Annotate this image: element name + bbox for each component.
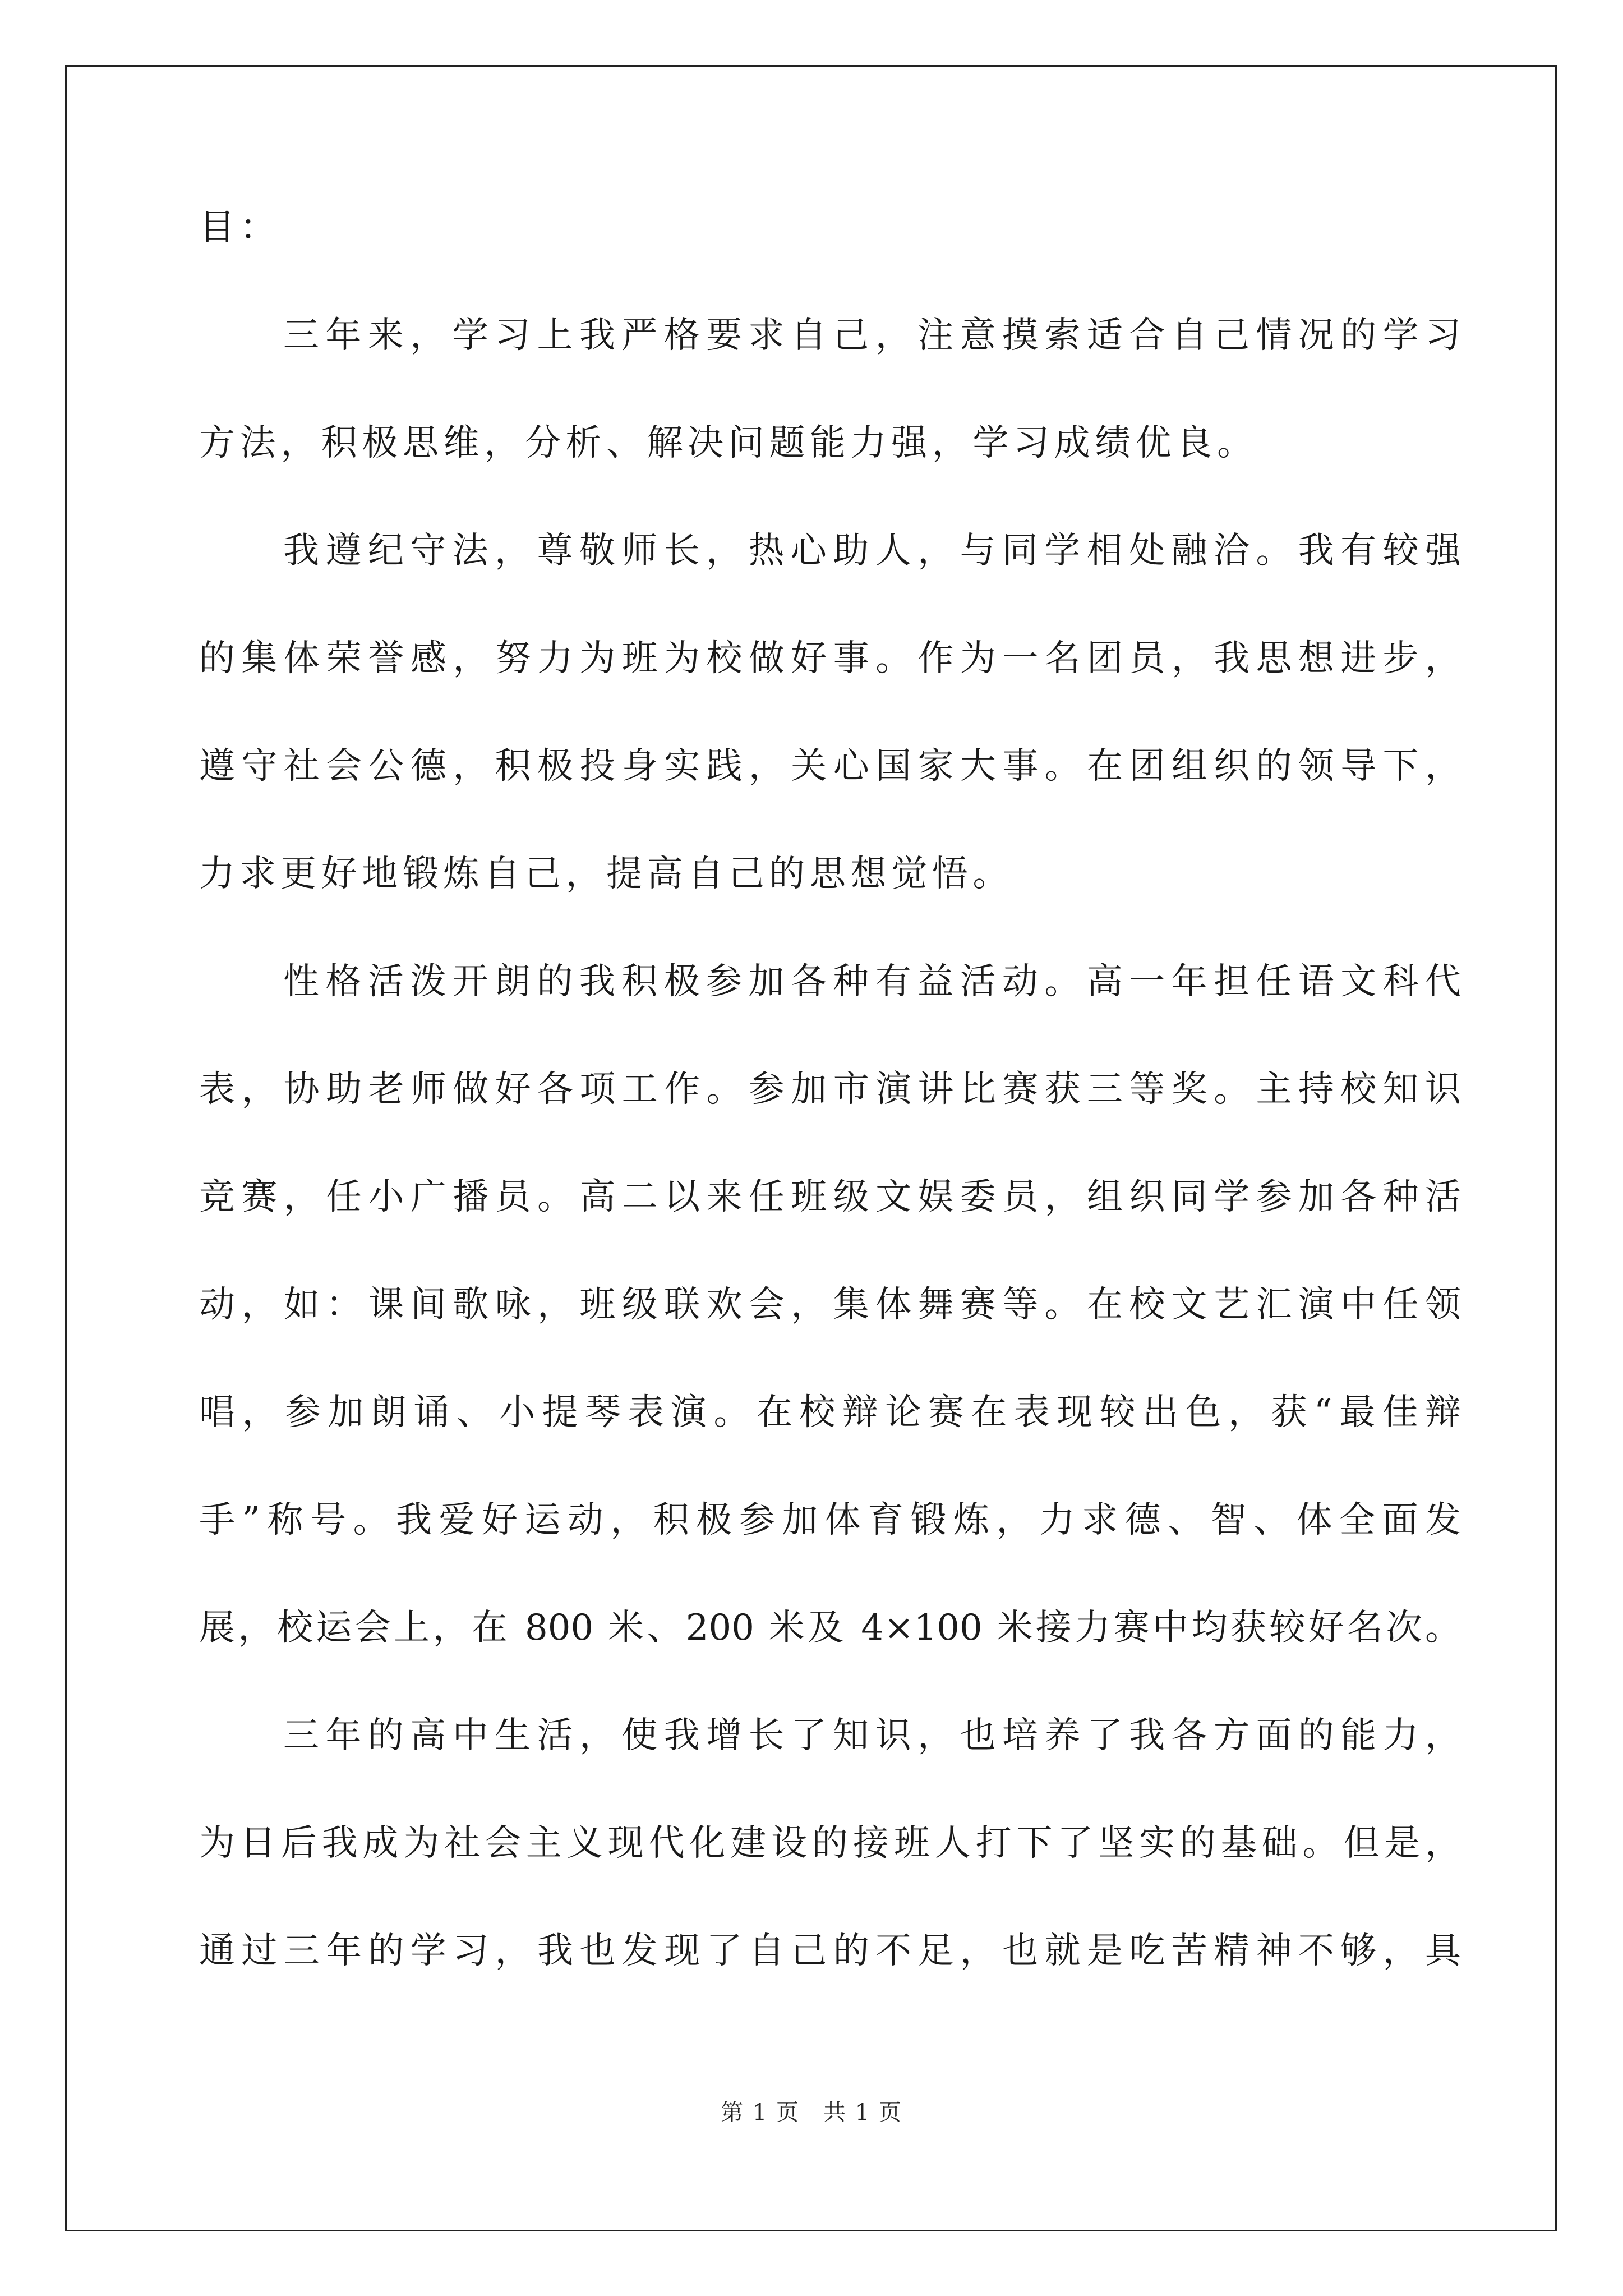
text-line: 动，如：课间歌咏，班级联欢会，集体舞赛等。在校文艺汇演中任领 <box>199 1284 1461 1326</box>
paragraph-start-line: 我遵纪守法，尊敬师长，热心助人，与同学相处融洽。我有较强 <box>283 530 1461 572</box>
text-line: 方法，积极思维，分析、解决问题能力强，学习成绩优良。 <box>199 422 1258 464</box>
text-line: 的集体荣誉感，努力为班为校做好事。作为一名团员，我思想进步， <box>199 638 1461 679</box>
text-line: 力求更好地锻炼自己，提高自己的思想觉悟。 <box>199 853 1013 895</box>
paragraph-start-line: 三年的高中生活，使我增长了知识，也培养了我各方面的能力， <box>283 1715 1461 1756</box>
text-line: 手”称号。我爱好运动，积极参加体育锻炼，力求德、智、体全面发 <box>199 1499 1461 1541</box>
page-footer: 第 1 页 共 1 页 <box>721 2100 902 2125</box>
text-line: 展，校运会上，在 800 米、200 米及 4×100 米接力赛中均获较好名次。 <box>199 1607 1461 1649</box>
document-body <box>199 208 1461 2039</box>
text-line: 遵守社会公德，积极投身实践，关心国家大事。在团组织的领导下， <box>199 746 1461 787</box>
text-line: 竞赛，任小广播员。高二以来任班级文娱委员，组织同学参加各种活 <box>199 1176 1461 1218</box>
text-line: 表，协助老师做好各项工作。参加市演讲比赛获三等奖。主持校知识 <box>199 1069 1461 1110</box>
paragraph-start-line: 性格活泼开朗的我积极参加各种有益活动。高一年担任语文科代 <box>283 961 1461 1002</box>
text-line: 通过三年的学习，我也发现了自己的不足，也就是吃苦精神不够，具 <box>199 1930 1461 1972</box>
text-line: 为日后我成为社会主义现代化建设的接班人打下了坚实的基础。但是， <box>199 1823 1461 1864</box>
text-line: 唱，参加朗诵、小提琴表演。在校辩论赛在表现较出色，获“最佳辩 <box>199 1392 1461 1433</box>
paragraph-start-line: 三年来，学习上我严格要求自己，注意摸索适合自己情况的学习 <box>283 315 1461 356</box>
text-line: 目： <box>199 207 281 249</box>
